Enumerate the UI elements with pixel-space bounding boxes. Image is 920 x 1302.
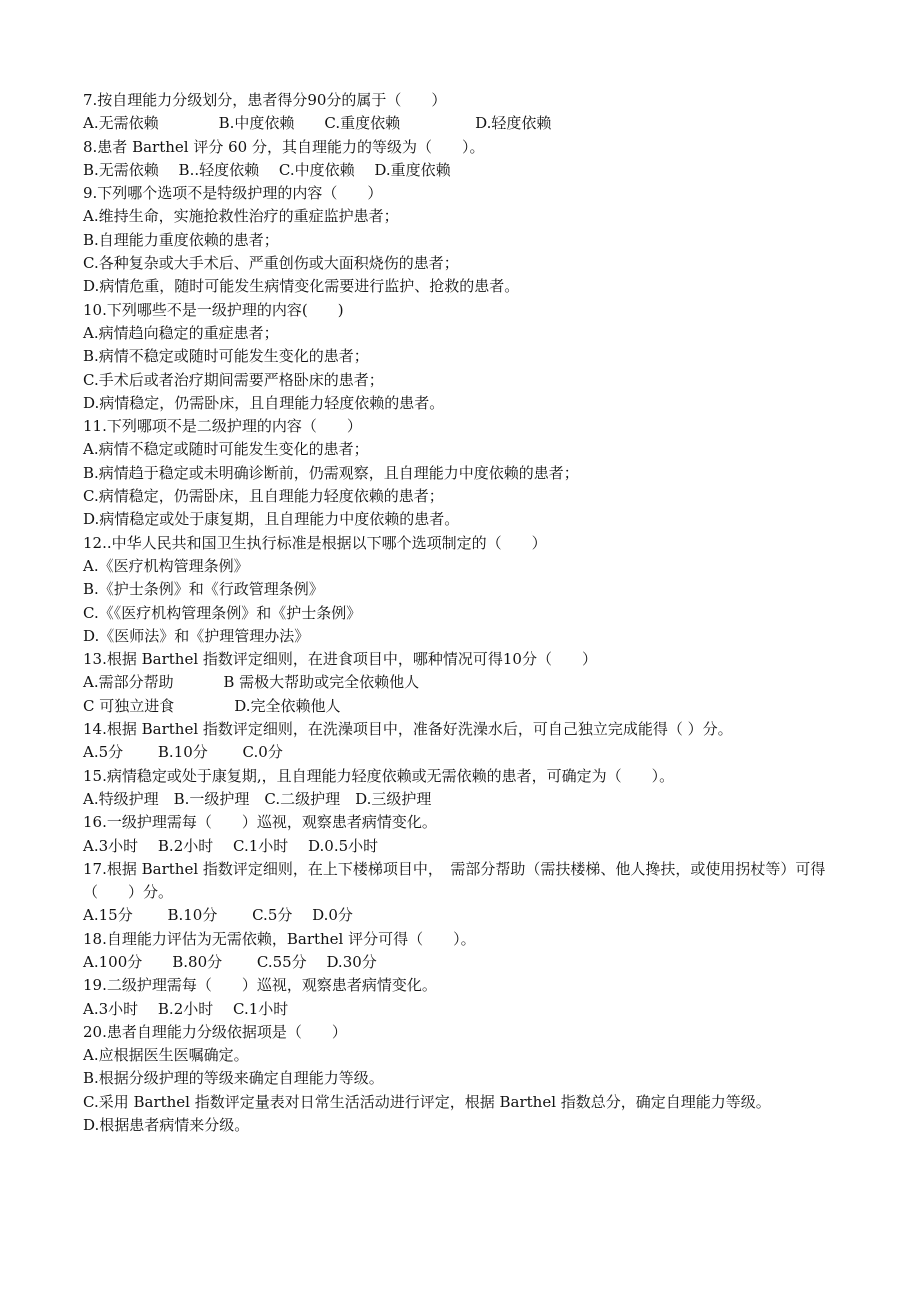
- option-11b: B.病情趋于稳定或未明确诊断前，仍需观察，且自理能力中度依赖的患者；: [83, 463, 579, 482]
- question-11: 11.下列哪项不是二级护理的内容（ ）: [83, 417, 362, 436]
- option-9d: D.病情危重，随时可能发生病情变化需要进行监护、抢救的患者。: [83, 277, 520, 296]
- option-12c: C.《《医疗机构管理条例》和《护士条例》: [83, 603, 362, 622]
- option-10a: A.病情趋向稳定的重症患者；: [83, 323, 279, 342]
- options-19: A.3小时 B.2小时 C.1小时: [83, 999, 289, 1018]
- question-10: 10.下列哪些不是一级护理的内容( ): [83, 300, 344, 319]
- option-9c: C.各种复杂或大手术后、严重创伤或大面积烧伤的患者；: [83, 254, 459, 273]
- question-17: 17.根据 Barthel 指数评定细则，在上下楼梯项目中， 需部分帮助（需扶楼梯、他人搀扶，或使用拐杖等）可得（ ）分。: [83, 859, 826, 902]
- option-20a: A.应根据医生医嘱确定。: [83, 1046, 249, 1065]
- option-12d: D.《医师法》和《护理管理办法》: [83, 626, 310, 645]
- options-13-ab: A.需部分帮助 B 需极大帮助或完全依赖他人: [83, 673, 420, 692]
- option-10c: C.手术后或者治疗期间需要严格卧床的患者；: [83, 370, 384, 389]
- question-20: 20.患者自理能力分级依据项是（ ）: [83, 1022, 347, 1041]
- options-14: A.5分 B.10分 C.0分: [83, 743, 283, 762]
- options-18: A.100分 B.80分 C.55分 D.30分: [83, 952, 377, 971]
- option-10d: D.病情稳定，仍需卧床，且自理能力轻度依赖的患者。: [83, 393, 445, 412]
- options-15: A.特级护理 B.一级护理 C.二级护理 D.三级护理: [83, 789, 432, 808]
- question-14: 14.根据 Barthel 指数评定细则，在洗澡项目中，准备好洗澡水后，可自己独立完成能得（ ）分。: [83, 720, 733, 739]
- option-9b: B.自理能力重度依赖的患者；: [83, 230, 279, 249]
- options-8: B.无需依赖 B..轻度依赖 C.中度依赖 D.重度依赖: [83, 160, 451, 179]
- question-12: 12..中华人民共和国卫生执行标准是根据以下哪个选项制定的（ ）: [83, 533, 547, 552]
- question-15: 15.病情稳定或处于康复期,，且自理能力轻度依赖或无需依赖的患者，可确定为（ ）。: [83, 766, 675, 785]
- options-7: A.无需依赖 B.中度依赖 C.重度依赖 D.轻度依赖: [83, 114, 552, 133]
- question-9: 9.下列哪个选项不是特级护理的内容（ ）: [83, 184, 383, 203]
- question-19: 19.二级护理需每（ ）巡视，观察患者病情变化。: [83, 976, 437, 995]
- option-11d: D.病情稳定或处于康复期，且自理能力中度依赖的患者。: [83, 510, 460, 529]
- option-20c: C.采用 Barthel 指数评定量表对日常生活活动进行评定，根据 Barthel 指数总分，确定自理能力等级。: [83, 1092, 771, 1111]
- options-13-cd: C 可独立进食 D.完全依赖他人: [83, 696, 341, 715]
- question-8: 8.患者 Barthel 评分 60 分，其自理能力的等级为（ ）。: [83, 137, 485, 156]
- option-12b: B.《护士条例》和《行政管理条例》: [83, 580, 324, 599]
- question-16: 16.一级护理需每（ ）巡视，观察患者病情变化。: [83, 813, 437, 832]
- question-18: 18.自理能力评估为无需依赖，Barthel 评分可得（ ）。: [83, 929, 476, 948]
- option-11c: C.病情稳定，仍需卧床，且自理能力轻度依赖的患者；: [83, 487, 444, 506]
- option-12a: A.《医疗机构管理条例》: [83, 556, 249, 575]
- question-7: 7.按自理能力分级划分，患者得分90分的属于（ ）: [83, 91, 447, 109]
- options-17: A.15分 B.10分 C.5分 D.0分: [83, 906, 353, 925]
- option-11a: A.病情不稳定或随时可能发生变化的患者；: [83, 440, 369, 459]
- option-20b: B.根据分级护理的等级来确定自理能力等级。: [83, 1069, 384, 1088]
- document-body: [83, 89, 853, 1137]
- option-9a: A.维持生命，实施抢救性治疗的重症监护患者；: [83, 207, 399, 226]
- option-20d: D.根据患者病情来分级。: [83, 1116, 250, 1135]
- options-16: A.3小时 B.2小时 C.1小时 D.0.5小时: [83, 836, 379, 855]
- question-13: 13.根据 Barthel 指数评定细则，在进食项目中，哪种情况可得10分（ ）: [83, 650, 597, 669]
- option-10b: B.病情不稳定或随时可能发生变化的患者；: [83, 347, 369, 366]
